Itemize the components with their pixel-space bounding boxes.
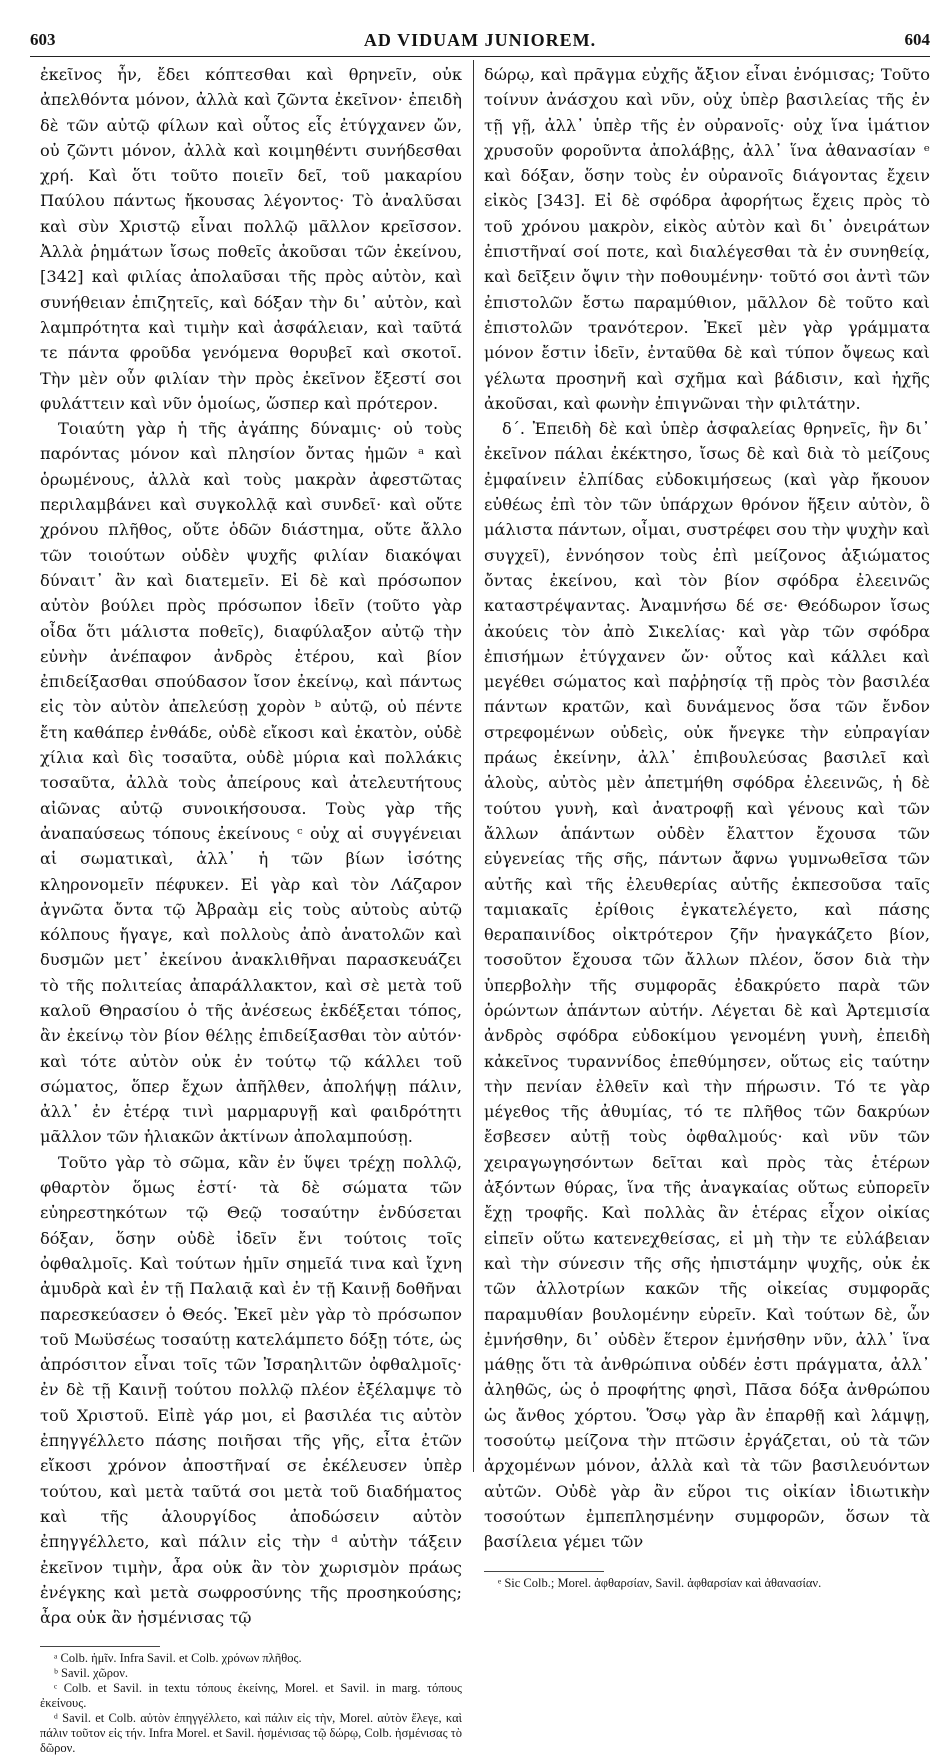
- right-column: [484, 62, 930, 1591]
- paragraph: δώρῳ, καὶ πρᾶγμα εὐχῆς ἄξιον εἶναι ἐνόμισας; Τοῦτο τοίνυν ἀνάσχου καὶ νῦν, οὐχ ὑπὲρ βασιλείας τῆς ἐν τῇ γῇ, ἀλλ᾽ ὑπὲρ τῆς ἐν οὐρανοῖς· οὐχ ἵνα ἱμάτιον χρυσοῦν φοροῦντα ἀπολάβῃς, ἀλλ᾽ ἵνα ἀθανασίαν ᵉ καὶ δόξαν, ὅσην τοὺς ἐν οὐρανοῖς διάγοντας ἔχειν εἰκὸς [343]. Εἰ δὲ σφόδρα ἀφορήτως ἔχεις πρὸς τὸ τοῦ χρόνου μακρὸν, εἰκὸς αὐτὸν καὶ δι᾽ ὀνειράτων ἐπιστῆναί σοί ποτε, καὶ διαλέγεσθαι τὰ ἐν συνηθείᾳ, καὶ δεῖξειν ὄψιν τὴν ποθουμένην· τοῦτό σοι ἀντὶ τῶν ἐπιστολῶν ἔστω παραμύθιον, μᾶλλον δὲ τοῦτο καὶ ἐπιστολῶν τρανότερον. Ἐκεῖ μὲν γὰρ γράμματα μόνον ἔστιν ἰδεῖν, ἐνταῦθα δὲ καὶ τύπον ὄψεως καὶ γέλωτα προσηνῆ καὶ σχῆμα καὶ βάδισιν, καὶ ἠχῆς ἀκοῦσαι, καὶ φωνὴν ἐπιγνῶναι τὴν φιλτάτην.: [484, 65, 930, 413]
- paragraph: Τοῦτο γὰρ τὸ σῶμα, κἂν ἐν ὕψει τρέχῃ πολλῷ, φθαρτὸν ὅμως ἐστί· τὰ δὲ σώματα τῶν εὐηρεστηκότων τῷ Θεῷ τοσαύτην ἐνδύσεται δόξαν, ὅσην οὐδὲ ἰδεῖν ἔνι τούτοις τοῖς ὀφθαλμοῖς. Καὶ τούτων ἡμῖν σημεῖά τινα καὶ ἴχνη ἀμυδρὰ καὶ ἐν τῇ Παλαιᾷ καὶ ἐν τῇ Καινῇ δοθῆναι παρεσκεύασεν ὁ Θεός. Ἐκεῖ μὲν γὰρ τὸ πρόσωπον τοῦ Μωϋσέως τοσαύτῃ κατελάμπετο δόξῃ τότε, ὡς ἀπρόσιτον εἶναι τοῖς τῶν Ἰσραηλιτῶν ὀφθαλμοῖς· ἐν δὲ τῇ Καινῇ τούτου πολλῷ πλέον ἐξέλαμψε τὸ τοῦ Χριστοῦ. Εἰπὲ γάρ μοι, εἰ βασιλέα τις αὐτὸν ἐπηγγέλλετο πάσης ποιῆσαι τῆς γῆς, εἶτα ἐτῶν εἴκοσι χρόνον ἀποστῆναί σε ἐκέλευσεν ὑπὲρ τούτου, καὶ μετὰ ταῦτά σοι μετὰ τοῦ διαδήματος καὶ τῆς ἁλουργίδος ἀποδώσειν αὐτὸν ἐπηγγέλλετο, καὶ πάλιν εἰς τὴν ᵈ αὐτὴν τάξειν ἐκεῖνον τιμὴν, ἆρα οὐκ ἂν τὸν χωρισμὸν πράως ἐνέγκης καὶ μετὰ σωφροσύνης τῆς προσηκούσης; ἆρα οὐκ ἂν ἠσμένισας τῷ: [40, 1152, 462, 1628]
- footnote-d: ᵈ Savil. et Colb. αὐτὸν ἐπηγγέλλετο, καὶ πάλιν εἰς τὴν, Morel. αὐτὸν ἔλεγε, καὶ πάλιν τοῦτον εἰς τήν. Infra Morel. et Savil. ἠσμένισας τῷ δώρῳ, Colb. ἠσμένισας τὸ δῶρον.: [40, 1711, 462, 1756]
- page-number-right: 604: [904, 30, 930, 49]
- paragraph: Τοιαύτη γὰρ ἡ τῆς ἀγάπης δύναμις· οὐ τοὺς παρόντας μόνον καὶ πλησίον ὄντας ἡμῶν ᵃ καὶ ὁρωμένους, ἀλλὰ καὶ τοὺς μακρὰν ἀφεστῶτας περιλαμβάνει καὶ συγκολλᾷ καὶ συνδεῖ· καὶ οὔτε χρόνου πλῆθος, οὔτε ὁδῶν διάστημα, οὔτε ἄλλο τῶν τοιούτων οὐδὲν ψυχῆς φιλίαν διακόψαι δύναιτ᾽ ἂν καὶ διατεμεῖν. Εἰ δὲ καὶ πρόσωπον αὐτὸν βούλει πρὸς πρόσωπον ἰδεῖν (τοῦτο γὰρ οἶδα ὅτι μάλιστα ποθεῖς), διαφύλαξον αὐτῷ τὴν εὐνὴν ἀνέπαφον ἀνδρὸς ἑτέρου, καὶ βίον ἐπιδείξασθαι σπούδασον ἴσον ἐκείνῳ, καὶ πάντως εἰς τὸν αὐτὸν ἀπελεύσῃ χορὸν ᵇ αὐτῷ, οὐ πέντε ἔτη καθάπερ ἐνθάδε, οὐδὲ εἴκοσι καὶ ἑκατὸν, οὐδὲ χίλια καὶ δὶς τοσαῦτα, οὐδὲ μύρια καὶ πολλάκις τοσαῦτα, ἀλλὰ τοὺς ἀπείρους καὶ ἀτελευτήτους αἰῶνας αὐτῷ συνοικήσουσα. Τοὺς γὰρ τῆς ἀναπαύσεως τόπους ἐκείνους ᶜ οὐχ αἱ συγγένειαι αἱ σωματικαὶ, ἀλλ᾽ ἡ τῶν βίων ἰσότης κληρονομεῖν πέφυκεν. Εἰ γὰρ καὶ τὸν Λάζαρον ἀγνῶτα ὄντα τῷ Ἀβραὰμ εἰς τοὺς αὐτοὺς αὐτῷ κόλπους ἤγαγε, καὶ πολλοὺς ἀπὸ ἀνατολῶν καὶ δυσμῶν μετ᾽ ἐκείνου ἀνακλιθῆναι παρασκευάζει τὸ τῆς πολιτείας ἀπαράλλακτον, καὶ σὲ μετὰ τοῦ καλοῦ Θηρασίου ὁ τῆς ἀνέσεως ἐκδέξεται τόπος, ἂν ἐκείνῳ τὸν βίον θέλῃς ἐπιδείξασθαι τὸν αὐτόν· καὶ τότε αὐτὸν οὐκ ἐν τούτῳ τῷ κάλλει τοῦ σώματος, ὅπερ ἔχων ἀπῆλθεν, ἀπολήψῃ πάλιν, ἀλλ᾽ ἐν ἑτέρᾳ τινὶ μαρμαρυγῇ καὶ φαιδρότητι μᾶλλον τῶν ἡλιακῶν ἀκτίνων ἀπολαμπούσῃ.: [40, 419, 462, 1147]
- footnote-rule: [484, 1571, 604, 1572]
- section-paragraph: δ΄. Ἐπειδὴ δὲ καὶ ὑπὲρ ἀσφαλείας θρηνεῖς, ἣν δι᾽ ἐκεῖνον πάλαι ἐκέκτησο, ἴσως δὲ καὶ διὰ τὸ μείζους ἐμφαίνειν ἐλπίδας εὐδοκιμήσεως (καὶ γὰρ ἤκουον εὐθέως ἐπὶ τὸν τῶν ὑπάρχων θρόνον ἥξειν αὐτὸν, ὃ μάλιστα πάντων, οἶμαι, συστρέφει σου τὴν ψυχὴν καὶ συγχεῖ), ἐννόησον τοὺς ἐπὶ μείζονος ἀξιώματος ὄντας ἐκείνου, καὶ τὸν βίον σφόδρα ἐλεεινῶς καταστρέψαντας. Ἀναμνήσω δέ σε· Θεόδωρον ἴσως ἀκούεις τὸν ἀπὸ Σικελίας· καὶ γὰρ τῶν σφόδρα ἐπισήμων ἐτύγχανεν ὤν· οὗτος καὶ κάλλει καὶ μεγέθει σώματος καὶ παῤῥησίᾳ τῇ πρὸς τὸν βασιλέα πάντων κρατῶν, καὶ δυνάμενος ὅσα τῶν ἔνδον στρεφομένων οὐδεὶς, οὐκ ἤνεγκε τὴν εὐπραγίαν πράως ἐκείνην, ἀλλ᾽ ἐπιβουλεύσας βασιλεῖ καὶ ἁλοὺς, αὐτὸς μὲν ἀπετμήθη σφόδρα ἐλεεινῶς, ἡ δὲ τούτου γυνὴ, καὶ ἀνατροφῇ καὶ γένους καὶ τῶν ἄλλων ἁπάντων οὐδὲν ἔλαττον ἔχουσα τῶν εὐγενείας τῆς σῆς, πάντων ἄφνω γυμνωθεῖσα τῶν αὐτῆς καὶ τῆς ἐλευθερίας αὐτῆς ἐκπεσοῦσα ταῖς ταμιακαῖς ἐρίθοις ἐγκατελέγετο, καὶ πάσης θεραπαινίδος οἰκτρότερον ζῆν ἠναγκάζετο βίον, τοσοῦτον ἔχουσα τῶν ἄλλων πλέον, ὅσον διὰ τὴν ὑπερβολὴν τῆς συμφορᾶς ἐδακρύετο παρὰ τῶν ὁρώντων ἁπάντων αὐτήν. Λέγεται δὲ καὶ Ἀρτεμισία ἀνδρὸς σφόδρα εὐδοκίμου γενομένη γυνὴ, ἐπειδὴ κἀκεῖνος τυραννίδος ἐπεθύμησεν, οὕτως εἰς ταύτην τὴν πενίαν ἐλθεῖν καὶ τὴν πήρωσιν. Τό τε γὰρ μέγεθος τῆς ἀθυμίας, τό τε πλῆθος τῶν δακρύων ἔσβεσεν αὐτῇ τοὺς ὀφθαλμούς· καὶ νῦν τῶν χειραγωγησόντων δεῖται καὶ πρὸς τὰς ἑτέρων ἀξόντων θύρας, ἵνα τῆς ἀναγκαίας οὕτως εὐπορεῖν ἔχῃ τροφῆς. Καὶ πολλὰς ἂν ἑτέρας εἶχον οἰκίας εἰπεῖν οὕτω κατενεχθείσας, εἰ μὴ τὴν τε εὐλάβειαν καὶ τὴν σύνεσιν τῆς σῆς ἠπιστάμην ψυχῆς, οὐκ ἐκ τῶν ἀλλοτρίων κακῶν τῆς οἰκείας συμφορᾶς παραμυθίαν βουλομένην εὑρεῖν. Καὶ τούτων δὲ, ὧν ἐμνήσθην, δι᾽ οὐδὲν ἕτερον ἐμνήσθην νῦν, ἀλλ᾽ ἵνα μάθῃς ὅτι τὰ ἀνθρώπινα οὐδέν ἐστι πράγματα, ἀλλ᾽ ἀληθῶς, ὡς ὁ προφήτης φησὶ, Πᾶσα δόξα ἀνθρώπου ὡς ἄνθος χόρτου. Ὅσῳ γὰρ ἂν ἐπαρθῇ καὶ λάμψῃ, τοσούτῳ μείζονα τὴν πτῶσιν ἐργάζεται, οὐ τὰ τῶν ἀρχομένων μόνον, ἀλλὰ καὶ τὰ τῶν βασιλευόντων αὐτῶν. Οὐδὲ γὰρ ἂν εὕροι τις οἰκίαν ἰδιωτικὴν τοσούτων ἐμπεπλησμένην συμφορῶν, ὅσων τὰ βασίλεια γέμει τῶν: [484, 419, 930, 1552]
- footnotes-right: [484, 1576, 930, 1591]
- running-title: AD VIDUAM JUNIOREM.: [363, 30, 597, 50]
- left-column: [40, 62, 462, 1756]
- footnote-e: ᵉ Sic Colb.; Morel. ἀφθαρσίαν, Savil. ἀφθαρσίαν καὶ ἀθανασίαν.: [498, 1575, 822, 1590]
- column-divider: [473, 60, 474, 1472]
- paragraph: ἐκεῖνος ἦν, ἔδει κόπτεσθαι καὶ θρηνεῖν, οὐκ ἀπελθόντα μόνον, ἀλλὰ καὶ ζῶντα ἐκεῖνον· ἐπειδὴ δὲ τῶν αὐτῷ φίλων καὶ οὗτος εἷς ἐτύγχανεν ὤν, οὐ ζῶντι μόνον, ἀλλὰ καὶ κοιμηθέντι συνήδεσθαι χρή. Καὶ ὅτι τοῦτο ποιεῖν δεῖ, τοῦ μακαρίου Παύλου πάντως ἤκουσας λέγοντος· Τὸ ἀναλῦσαι καὶ σὺν Χριστῷ εἶναι πολλῷ μᾶλλον κρεῖσσον. Ἀλλὰ ῥημάτων ἴσως ποθεῖς ἀκοῦσαι τῶν ἐκείνου, [342] καὶ φιλίας ἀπολαῦσαι τῆς πρὸς αὐτὸν, καὶ συνήθειαν ἐπιζητεῖς, καὶ δόξαν τὴν δι᾽ αὐτὸν, καὶ λαμπρότητα καὶ τιμὴν καὶ ἀσφάλειαν, καὶ ταῦτά τε πάντα φροῦδα γενόμενα θορυβεῖ καὶ σκοτοῖ. Τὴν μὲν οὖν φιλίαν τὴν πρὸς ἐκεῖνον ἔξεστί σοι φυλάττειν καὶ νῦν ὁμοίως, ὥσπερ καὶ πρότερον.: [40, 65, 462, 413]
- footnote-rule: [40, 1646, 160, 1647]
- footnote-b: ᵇ Savil. χῶρον.: [54, 1666, 128, 1681]
- page-number-left: 603: [30, 30, 56, 49]
- running-header: [30, 30, 930, 57]
- footnote-c: ᶜ Colb. et Savil. in textu τόπους ἐκείνης, Morel. et Savil. in marg. τόπους ἐκείνους.: [40, 1681, 462, 1711]
- footnote-a: ᵃ Colb. ἡμῖν. Infra Savil. et Colb. χρόνων πλῆθος.: [54, 1651, 302, 1666]
- footnotes-left: [40, 1651, 462, 1756]
